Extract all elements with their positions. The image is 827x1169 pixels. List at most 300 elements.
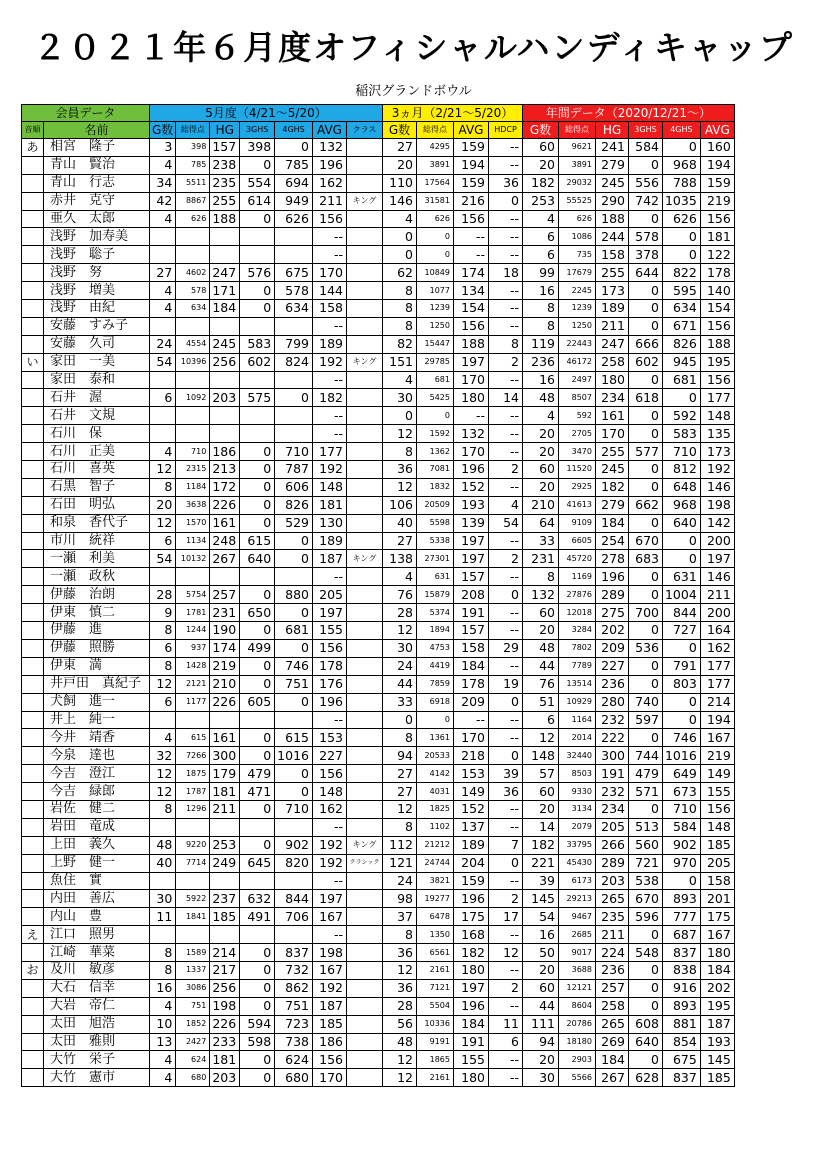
table-row	[22, 317, 735, 335]
year-3ghs: 670	[628, 532, 662, 550]
year-4ghs: 583	[662, 425, 700, 443]
table-row	[22, 264, 735, 282]
three-month-total: 1865	[416, 1051, 453, 1069]
year-avg: 181	[700, 228, 734, 246]
month-hg: 198	[210, 997, 240, 1015]
three-month-total: 3891	[416, 156, 453, 174]
month-3ghs: 0	[240, 156, 275, 174]
month-games: 8	[150, 961, 176, 979]
month-games: 6	[150, 639, 176, 657]
year-avg: 159	[700, 174, 734, 192]
month-avg: --	[312, 711, 346, 729]
three-month-games: 27	[382, 139, 416, 157]
three-month-hdcp: --	[488, 407, 522, 425]
three-month-avg: 134	[453, 282, 488, 300]
three-month-avg: --	[453, 246, 488, 264]
name-cell: 青山 賢治	[44, 156, 150, 174]
month-avg: --	[312, 818, 346, 836]
month-hg: 213	[210, 461, 240, 479]
year-avg: 184	[700, 961, 734, 979]
three-month-avg: 159	[453, 139, 488, 157]
initial-cell	[22, 1033, 44, 1051]
three-month-games: 121	[382, 854, 416, 872]
year-4ghs: 970	[662, 854, 700, 872]
month-4ghs	[275, 425, 313, 443]
month-class	[346, 622, 382, 640]
month-total: 680	[176, 1069, 210, 1087]
table-row	[22, 944, 735, 962]
year-4ghs: 945	[662, 353, 700, 371]
year-4ghs: 1004	[662, 586, 700, 604]
three-month-hdcp: --	[488, 926, 522, 944]
month-3ghs: 0	[240, 622, 275, 640]
year-games: 39	[522, 872, 558, 890]
year-avg: 122	[700, 246, 734, 264]
month-hg	[210, 228, 240, 246]
month-total: 1570	[176, 514, 210, 532]
three-month-total: 10336	[416, 1015, 453, 1033]
name-cell: 安藤 久司	[44, 335, 150, 353]
three-month-avg: 197	[453, 550, 488, 568]
year-avg: 167	[700, 926, 734, 944]
month-games	[150, 246, 176, 264]
month-4ghs	[275, 371, 313, 389]
month-games: 12	[150, 783, 176, 801]
initial-cell	[22, 729, 44, 747]
month-hg: 171	[210, 282, 240, 300]
three-month-avg: 216	[453, 192, 488, 210]
three-month-hdcp: --	[488, 282, 522, 300]
three-month-games: 48	[382, 1033, 416, 1051]
month-avg: 181	[312, 496, 346, 514]
year-games: 16	[522, 282, 558, 300]
name-cell: 和泉 香代子	[44, 514, 150, 532]
initial-cell	[22, 192, 44, 210]
month-avg: 153	[312, 729, 346, 747]
three-month-total: 4419	[416, 657, 453, 675]
year-3ghs: 0	[628, 317, 662, 335]
three-month-games: 12	[382, 1069, 416, 1087]
year-3ghs: 0	[628, 461, 662, 479]
month-hg: 181	[210, 1051, 240, 1069]
month-3ghs: 615	[240, 532, 275, 550]
month-class	[346, 1051, 382, 1069]
month-games	[150, 872, 176, 890]
year-hg: 180	[595, 371, 628, 389]
month-3ghs	[240, 818, 275, 836]
table-row	[22, 461, 735, 479]
month-3ghs: 0	[240, 1051, 275, 1069]
month-total: 624	[176, 1051, 210, 1069]
month-hg: 188	[210, 210, 240, 228]
month-total: 2315	[176, 461, 210, 479]
year-hg: 269	[595, 1033, 628, 1051]
month-avg: 167	[312, 908, 346, 926]
initial-cell	[22, 300, 44, 318]
year-3ghs: 0	[628, 1051, 662, 1069]
header-group-row	[22, 105, 735, 122]
year-avg: 177	[700, 657, 734, 675]
three-month-games: 98	[382, 890, 416, 908]
name-cell: 石田 明弘	[44, 496, 150, 514]
handicap-table	[21, 104, 735, 1087]
month-avg: 130	[312, 514, 346, 532]
initial-cell	[22, 693, 44, 711]
month-avg: --	[312, 246, 346, 264]
month-3ghs: 0	[240, 586, 275, 604]
year-avg: 219	[700, 192, 734, 210]
name-cell: 犬飼 進一	[44, 693, 150, 711]
three-month-hdcp: --	[488, 228, 522, 246]
month-class	[346, 979, 382, 997]
three-month-games: 12	[382, 961, 416, 979]
month-total: 10396	[176, 353, 210, 371]
year-total: 3470	[558, 443, 595, 461]
table-row	[22, 1033, 735, 1051]
name-cell: 浅野 聡子	[44, 246, 150, 264]
three-month-games: 24	[382, 872, 416, 890]
month-total: 1852	[176, 1015, 210, 1033]
col-month-hg: HG	[210, 122, 240, 139]
year-hg: 191	[595, 765, 628, 783]
year-hg: 184	[595, 514, 628, 532]
year-games: 60	[522, 139, 558, 157]
year-avg: 158	[700, 872, 734, 890]
month-games	[150, 317, 176, 335]
year-avg: 142	[700, 514, 734, 532]
three-month-avg: 158	[453, 639, 488, 657]
three-month-total: 31581	[416, 192, 453, 210]
month-class	[346, 514, 382, 532]
table-row	[22, 675, 735, 693]
table-row	[22, 1051, 735, 1069]
three-month-total: 2161	[416, 961, 453, 979]
three-month-avg: 191	[453, 604, 488, 622]
year-4ghs: 0	[662, 246, 700, 264]
year-4ghs: 803	[662, 675, 700, 693]
name-cell: 伊藤 照勝	[44, 639, 150, 657]
three-month-total: 1362	[416, 443, 453, 461]
three-month-hdcp: 7	[488, 836, 522, 854]
year-total: 9467	[558, 908, 595, 926]
month-4ghs: 738	[275, 1033, 313, 1051]
month-hg: 249	[210, 854, 240, 872]
year-3ghs: 0	[628, 657, 662, 675]
month-avg: 197	[312, 604, 346, 622]
year-games: 76	[522, 675, 558, 693]
name-cell: 上野 健一	[44, 854, 150, 872]
month-total	[176, 818, 210, 836]
year-hg: 289	[595, 854, 628, 872]
three-month-games: 12	[382, 800, 416, 818]
year-3ghs: 640	[628, 1033, 662, 1051]
month-avg: --	[312, 371, 346, 389]
three-month-avg: --	[453, 228, 488, 246]
three-month-games: 94	[382, 747, 416, 765]
month-3ghs: 0	[240, 282, 275, 300]
three-month-avg: 180	[453, 1069, 488, 1087]
year-4ghs: 0	[662, 228, 700, 246]
year-hg: 265	[595, 890, 628, 908]
month-3ghs: 614	[240, 192, 275, 210]
month-4ghs: 624	[275, 1051, 313, 1069]
three-month-hdcp: --	[488, 371, 522, 389]
month-total: 7714	[176, 854, 210, 872]
month-class	[346, 532, 382, 550]
initial-cell	[22, 550, 44, 568]
table-row	[22, 711, 735, 729]
year-avg: 173	[700, 443, 734, 461]
month-avg: 187	[312, 997, 346, 1015]
year-avg: 200	[700, 532, 734, 550]
three-month-hdcp: --	[488, 156, 522, 174]
three-month-total: 6561	[416, 944, 453, 962]
year-hg: 189	[595, 300, 628, 318]
year-4ghs: 826	[662, 335, 700, 353]
year-avg: 195	[700, 353, 734, 371]
three-month-avg: 209	[453, 693, 488, 711]
year-total: 1164	[558, 711, 595, 729]
month-games	[150, 568, 176, 586]
year-hg: 184	[595, 1051, 628, 1069]
year-3ghs: 0	[628, 514, 662, 532]
three-month-avg: 152	[453, 800, 488, 818]
group-member-data: 会員データ	[22, 105, 150, 122]
month-hg: 179	[210, 765, 240, 783]
year-4ghs: 844	[662, 604, 700, 622]
month-total: 1787	[176, 783, 210, 801]
year-avg: 194	[700, 711, 734, 729]
year-total: 3284	[558, 622, 595, 640]
name-cell: 伊東 満	[44, 657, 150, 675]
year-games: 20	[522, 961, 558, 979]
three-month-avg: 155	[453, 1051, 488, 1069]
name-cell: 大岩 帝仁	[44, 997, 150, 1015]
month-3ghs: 479	[240, 765, 275, 783]
three-month-total: 15879	[416, 586, 453, 604]
year-games: 44	[522, 997, 558, 1015]
three-month-avg: 157	[453, 568, 488, 586]
month-class	[346, 246, 382, 264]
year-3ghs: 0	[628, 300, 662, 318]
year-games: 48	[522, 639, 558, 657]
year-4ghs: 0	[662, 639, 700, 657]
initial-cell	[22, 514, 44, 532]
month-avg: --	[312, 228, 346, 246]
year-games: 16	[522, 371, 558, 389]
year-hg: 161	[595, 407, 628, 425]
year-games: 231	[522, 550, 558, 568]
year-3ghs: 0	[628, 997, 662, 1015]
initial-cell: あ	[22, 139, 44, 157]
month-3ghs: 398	[240, 139, 275, 157]
year-hg: 278	[595, 550, 628, 568]
initial-cell	[22, 210, 44, 228]
year-3ghs: 0	[628, 622, 662, 640]
table-row	[22, 550, 735, 568]
table-row	[22, 729, 735, 747]
month-avg: 182	[312, 389, 346, 407]
year-hg: 255	[595, 443, 628, 461]
year-3ghs: 378	[628, 246, 662, 264]
year-4ghs: 0	[662, 532, 700, 550]
three-month-hdcp: --	[488, 657, 522, 675]
venue-name: 稲沢グランドボウル	[355, 84, 472, 99]
year-4ghs: 777	[662, 908, 700, 926]
three-month-games: 40	[382, 514, 416, 532]
month-total: 3638	[176, 496, 210, 514]
three-month-avg: 196	[453, 997, 488, 1015]
month-avg: 170	[312, 264, 346, 282]
month-total: 785	[176, 156, 210, 174]
three-month-avg: 182	[453, 944, 488, 962]
month-4ghs	[275, 711, 313, 729]
col-month-games: G数	[150, 122, 176, 139]
year-avg: 195	[700, 997, 734, 1015]
month-total	[176, 568, 210, 586]
month-hg	[210, 568, 240, 586]
month-class	[346, 443, 382, 461]
three-month-games: 4	[382, 568, 416, 586]
group-three-month: 3ヵ月（2/21～5/20）	[382, 105, 522, 122]
month-avg: 158	[312, 300, 346, 318]
month-avg: --	[312, 407, 346, 425]
year-hg: 234	[595, 389, 628, 407]
year-4ghs: 687	[662, 926, 700, 944]
name-cell: 井戸田 真紀子	[44, 675, 150, 693]
three-month-total: 27301	[416, 550, 453, 568]
month-hg: 161	[210, 514, 240, 532]
month-total: 10132	[176, 550, 210, 568]
year-3ghs: 538	[628, 872, 662, 890]
month-avg: 132	[312, 139, 346, 157]
year-3ghs: 578	[628, 228, 662, 246]
year-hg: 267	[595, 1069, 628, 1087]
year-games: 60	[522, 604, 558, 622]
month-hg	[210, 872, 240, 890]
initial-cell	[22, 872, 44, 890]
month-hg: 237	[210, 890, 240, 908]
month-class	[346, 1069, 382, 1087]
year-total: 2705	[558, 425, 595, 443]
year-games: 132	[522, 586, 558, 604]
three-month-total: 20509	[416, 496, 453, 514]
month-3ghs: 640	[240, 550, 275, 568]
year-games: 20	[522, 443, 558, 461]
month-avg: --	[312, 872, 346, 890]
month-games: 8	[150, 657, 176, 675]
col-month-avg: AVG	[312, 122, 346, 139]
year-3ghs: 721	[628, 854, 662, 872]
col-month-4ghs: 4GHS	[275, 122, 313, 139]
table-row	[22, 979, 735, 997]
three-month-games: 8	[382, 317, 416, 335]
month-4ghs: 0	[275, 532, 313, 550]
year-games: 60	[522, 979, 558, 997]
initial-cell	[22, 496, 44, 514]
three-month-total: 5504	[416, 997, 453, 1015]
name-cell: 上田 義久	[44, 836, 150, 854]
year-3ghs: 0	[628, 961, 662, 979]
year-avg: 180	[700, 944, 734, 962]
year-4ghs: 681	[662, 371, 700, 389]
year-hg: 188	[595, 210, 628, 228]
year-3ghs: 0	[628, 282, 662, 300]
year-hg: 170	[595, 425, 628, 443]
month-games	[150, 926, 176, 944]
month-total: 1589	[176, 944, 210, 962]
year-games: 64	[522, 514, 558, 532]
table-row	[22, 872, 735, 890]
month-avg: 156	[312, 765, 346, 783]
three-month-avg: 184	[453, 657, 488, 675]
year-hg: 289	[595, 586, 628, 604]
year-total: 13514	[558, 675, 595, 693]
table-row	[22, 478, 735, 496]
year-3ghs: 700	[628, 604, 662, 622]
year-hg: 236	[595, 675, 628, 693]
year-avg: 197	[700, 550, 734, 568]
three-month-avg: 152	[453, 478, 488, 496]
year-total: 41613	[558, 496, 595, 514]
three-month-hdcp: 2	[488, 979, 522, 997]
three-month-hdcp: 0	[488, 854, 522, 872]
year-4ghs: 671	[662, 317, 700, 335]
year-hg: 227	[595, 657, 628, 675]
month-class: キング	[346, 836, 382, 854]
year-total: 2245	[558, 282, 595, 300]
year-total: 6605	[558, 532, 595, 550]
year-total: 22443	[558, 335, 595, 353]
year-hg: 235	[595, 908, 628, 926]
month-total: 751	[176, 997, 210, 1015]
col-year-4ghs: 4GHS	[662, 122, 700, 139]
three-month-hdcp: 4	[488, 496, 522, 514]
year-games: 33	[522, 532, 558, 550]
year-3ghs: 742	[628, 192, 662, 210]
year-4ghs: 968	[662, 156, 700, 174]
month-hg: 203	[210, 389, 240, 407]
month-games: 3	[150, 139, 176, 157]
year-avg: 146	[700, 478, 734, 496]
three-month-total: 1894	[416, 622, 453, 640]
name-cell: 赤井 克守	[44, 192, 150, 210]
month-avg: 177	[312, 443, 346, 461]
three-month-avg: 154	[453, 300, 488, 318]
year-games: 20	[522, 478, 558, 496]
three-month-games: 12	[382, 1051, 416, 1069]
year-4ghs: 0	[662, 389, 700, 407]
year-3ghs: 0	[628, 979, 662, 997]
year-hg: 202	[595, 622, 628, 640]
three-month-games: 28	[382, 997, 416, 1015]
year-3ghs: 556	[628, 174, 662, 192]
year-hg: 244	[595, 228, 628, 246]
month-total: 710	[176, 443, 210, 461]
month-class	[346, 747, 382, 765]
month-avg: 192	[312, 979, 346, 997]
year-games: 60	[522, 461, 558, 479]
three-month-avg: 153	[453, 765, 488, 783]
year-total: 592	[558, 407, 595, 425]
year-games: 182	[522, 174, 558, 192]
month-avg: 156	[312, 1051, 346, 1069]
month-total	[176, 711, 210, 729]
year-hg: 279	[595, 156, 628, 174]
three-month-total: 1832	[416, 478, 453, 496]
initial-cell	[22, 568, 44, 586]
year-hg: 247	[595, 335, 628, 353]
